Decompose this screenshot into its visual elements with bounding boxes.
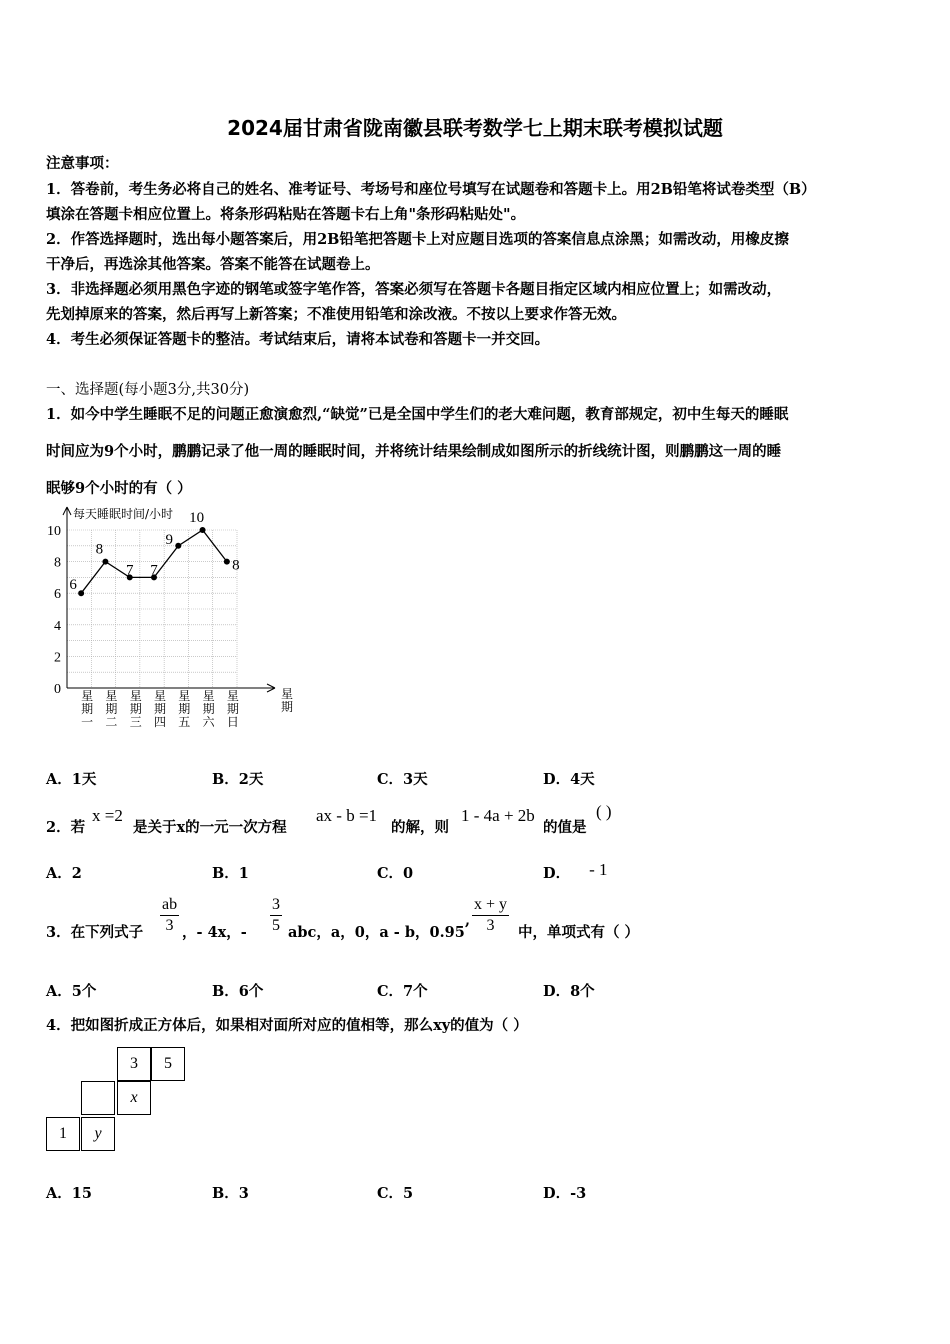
- q3-fraction-x-plus-y-over-3: [472, 895, 509, 936]
- q3-prefix: 3．在下列式子: [46, 924, 144, 941]
- data-point: [175, 543, 181, 549]
- x-tick-label: 四: [153, 715, 167, 729]
- sleep-line-chart: [40, 505, 294, 745]
- data-label: 9: [165, 531, 174, 548]
- q2-option-d-label: D．: [543, 865, 571, 882]
- x-tick-label: 日: [226, 715, 239, 729]
- q2-option-b[interactable]: B．1: [212, 865, 249, 882]
- q3-comma: ,: [465, 912, 471, 929]
- q1-option-a[interactable]: A．1天: [46, 771, 97, 788]
- x-tick-label: 星: [129, 689, 142, 703]
- x-tick-label: 一: [81, 715, 94, 729]
- y-tick-label: 4: [54, 618, 61, 634]
- q2-mid2: 的解，则: [391, 819, 449, 836]
- q4-text: 4．把如图折成正方体后，如果相对面所对应的值相等，那么xy的值为（ ）: [46, 1017, 528, 1034]
- y-axis-label: 每天睡眠时间/小时: [73, 507, 174, 521]
- net-cell: x: [117, 1081, 151, 1115]
- net-cell: y: [81, 1117, 115, 1151]
- net-cell: [81, 1081, 115, 1115]
- q3-option-c[interactable]: C．7个: [377, 983, 428, 1000]
- q1-line: 时间应为9个小时，鹏鹏记录了他一周的睡眠时间，并将统计结果绘制成如图所示的折线统计图，则鹏鹏这一周的睡: [46, 443, 782, 460]
- fraction-denominator: 5: [272, 917, 280, 934]
- notice-line: 2．作答选择题时，选出每小题答案后，用2B铅笔把答题卡上对应题目选项的答案信息点涂黑；如需改动，用橡皮擦: [46, 231, 789, 248]
- q3-option-d[interactable]: D．8个: [543, 983, 595, 1000]
- q4-option-b[interactable]: B．3: [212, 1185, 249, 1202]
- q2-prefix: 2．若: [46, 819, 86, 836]
- notice-line: 3．非选择题必须用黑色字迹的钢笔或签字笔作答，答案必须写在答题卡各题目指定区域内相应位置上；如需改动，: [46, 281, 782, 298]
- q2-equation: ax - b =1: [316, 806, 378, 825]
- x-tick-label: 期: [153, 702, 167, 716]
- fraction-denominator: 3: [165, 917, 174, 934]
- q3-mid2: abc，a，0，a - b，0.95: [288, 924, 465, 941]
- q2-suffix: 的值是: [543, 819, 587, 836]
- notice-line: 先划掉原来的答案，然后再写上新答案；不准使用铅笔和涂改液。不按以上要求作答无效。: [46, 306, 626, 323]
- q2-answer-paren: ( ): [596, 802, 612, 821]
- q2-option-d-value: - 1: [589, 860, 608, 879]
- x-axis-label: 期: [280, 700, 294, 714]
- q1-line: 眠够9个小时的有（ ）: [46, 480, 192, 497]
- fraction-denominator: 3: [486, 917, 495, 934]
- notice-heading: 注意事项：: [46, 155, 119, 172]
- x-tick-label: 星: [81, 689, 94, 703]
- q3-mid1: ，- 4x，-: [182, 924, 247, 941]
- data-label: 8: [95, 541, 104, 558]
- x-tick-label: 星: [178, 689, 191, 703]
- y-tick-label: 0: [54, 682, 61, 697]
- data-label: 10: [189, 510, 205, 526]
- net-cell: 5: [151, 1047, 185, 1081]
- data-point: [224, 559, 230, 565]
- y-tick-label: 8: [54, 555, 61, 571]
- q4-option-c[interactable]: C．5: [377, 1185, 414, 1202]
- fraction-numerator: 3: [270, 895, 282, 916]
- data-label: 8: [232, 557, 240, 574]
- data-point: [200, 527, 206, 533]
- notice-line: 填涂在答题卡相应位置上。将条形码粘贴在答题卡右上角"条形码粘贴处"。: [46, 206, 526, 223]
- q1-option-c[interactable]: C．3天: [377, 771, 428, 788]
- x-tick-label: 期: [81, 702, 94, 716]
- q2-option-d[interactable]: [543, 860, 608, 883]
- page-title: 2024届甘肃省陇南徽县联考数学七上期末联考模拟试题: [227, 116, 723, 140]
- net-cell: 3: [117, 1047, 151, 1081]
- x-tick-label: 期: [178, 702, 191, 716]
- x-tick-label: 期: [129, 702, 142, 716]
- x-tick-label: 星: [202, 689, 215, 703]
- x-tick-label: 期: [105, 702, 118, 716]
- q3-suffix: 中，单项式有（ ）: [518, 924, 640, 941]
- y-tick-label: 10: [47, 524, 61, 539]
- x-tick-label: 星: [153, 689, 167, 703]
- q2-option-a[interactable]: A．2: [46, 865, 82, 882]
- data-point: [78, 590, 84, 596]
- x-tick-label: 二: [105, 715, 118, 729]
- data-point: [102, 559, 108, 565]
- x-tick-label: 期: [226, 702, 239, 716]
- x-tick-label: 期: [202, 702, 215, 716]
- q4-option-d[interactable]: D．-3: [543, 1185, 587, 1202]
- q1-option-d[interactable]: D．4天: [543, 771, 595, 788]
- q3-option-b[interactable]: B．6个: [212, 983, 264, 1000]
- q2-condition: x =2: [92, 806, 123, 825]
- x-tick-label: 六: [202, 715, 215, 729]
- x-tick-label: 五: [178, 715, 191, 729]
- q3-fraction-3-over-5: [270, 895, 282, 936]
- q1-line: 1．如今中学生睡眠不足的问题正愈演愈烈,“缺觉”已是全国中学生们的老大难问题，教育部规定，初中生每天的睡眠: [46, 406, 789, 423]
- x-tick-label: 三: [129, 715, 142, 729]
- q3-fraction-ab-over-3: [160, 895, 179, 936]
- notice-line: 1．答卷前，考生务必将自己的姓名、准考证号、考场号和座位号填写在试题卷和答题卡上。用2B铅笔将试卷类型（B）: [46, 181, 816, 198]
- fraction-numerator: ab: [160, 895, 179, 916]
- x-tick-label: 星: [226, 689, 239, 703]
- q2-mid: 是关于x的一元一次方程: [133, 819, 287, 836]
- section-heading: 一、选择题(每小题3分,共30分): [46, 382, 250, 398]
- q2-option-c[interactable]: C．0: [377, 865, 414, 882]
- q1-option-b[interactable]: B．2天: [212, 771, 264, 788]
- data-label: 6: [69, 577, 77, 594]
- notice-line: 干净后，再选涂其他答案。答案不能答在试题卷上。: [46, 256, 380, 273]
- q2-expression: 1 - 4a + 2b: [461, 806, 535, 825]
- data-label: 7: [125, 562, 134, 579]
- data-label: 7: [150, 562, 158, 579]
- net-cell: 1: [46, 1117, 80, 1151]
- y-tick-label: 2: [54, 650, 61, 666]
- x-tick-label: 星: [105, 689, 118, 703]
- y-tick-label: 6: [54, 587, 61, 603]
- notice-line: 4．考生必须保证答题卡的整洁。考试结束后，请将本试卷和答题卡一并交回。: [46, 331, 550, 348]
- x-axis-label: 星: [280, 687, 294, 701]
- q4-option-a[interactable]: A．15: [46, 1185, 92, 1202]
- fraction-numerator: x + y: [472, 895, 509, 916]
- q3-option-a[interactable]: A．5个: [46, 983, 97, 1000]
